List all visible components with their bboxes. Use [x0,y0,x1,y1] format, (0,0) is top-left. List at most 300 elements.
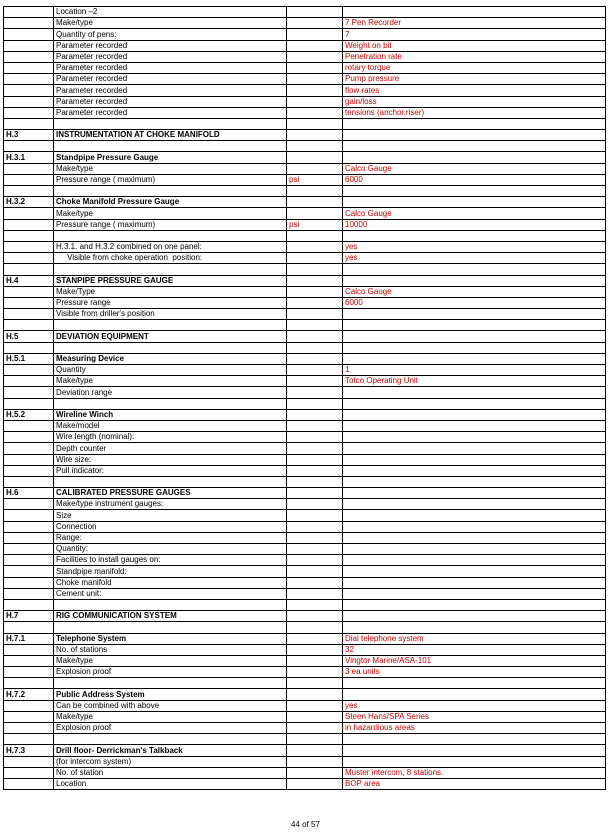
label-cell: H.3.1. and H.3.2 combined on one panel: [54,241,287,252]
spec-row [4,297,606,308]
section-number-cell [4,644,54,655]
label-cell: Wire length (nominal): [54,432,287,443]
section-header-row [4,275,606,286]
label-cell [54,734,287,745]
spec-row [4,644,606,655]
section-number-cell [4,555,54,566]
value-cell: Calco Gauge [343,163,606,174]
value-cell [343,130,606,141]
value-cell: 7 [343,29,606,40]
section-number-cell [4,599,54,610]
label-cell: Parameter recorded [54,107,287,118]
section-number-cell: H.7 [4,611,54,622]
value-cell [343,577,606,588]
section-number-cell [4,420,54,431]
section-number-cell: H.3.2 [4,197,54,208]
unit-cell [287,655,343,666]
value-cell: tensions (anchor,riser) [343,107,606,118]
value-cell: gain/loss [343,96,606,107]
unit-cell [287,700,343,711]
value-cell [343,409,606,420]
value-cell [343,588,606,599]
spec-row [4,566,606,577]
section-number-cell [4,566,54,577]
value-cell [343,510,606,521]
label-cell: Parameter recorded [54,96,287,107]
unit-cell [287,130,343,141]
unit-cell [287,286,343,297]
section-number-cell: H.3.1 [4,152,54,163]
section-number-cell [4,342,54,353]
section-number-cell [4,532,54,543]
unit-cell [287,409,343,420]
unit-cell [287,186,343,197]
label-cell: Choke manifold [54,577,287,588]
label-cell [54,118,287,129]
spec-row [4,40,606,51]
section-number-cell [4,320,54,331]
unit-cell [287,398,343,409]
blank-row [4,118,606,129]
value-cell [343,420,606,431]
unit-cell [287,29,343,40]
label-cell: Pull indicator: [54,465,287,476]
blank-row [4,678,606,689]
section-number-cell [4,29,54,40]
unit-cell [287,532,343,543]
unit-cell [287,275,343,286]
label-cell: Quantity: [54,544,287,555]
value-cell [343,611,606,622]
label-cell: Location [54,778,287,789]
label-cell: Connection [54,521,287,532]
value-cell [343,734,606,745]
value-cell [343,678,606,689]
value-cell: yes [343,241,606,252]
unit-cell [287,297,343,308]
label-cell: Public Address System [54,689,287,700]
section-number-cell: H.5 [4,331,54,342]
unit-cell [287,521,343,532]
section-number-cell [4,376,54,387]
value-cell: Calco Gauge [343,286,606,297]
spec-row [4,577,606,588]
section-number-cell [4,186,54,197]
unit-cell [287,152,343,163]
spec-row [4,74,606,85]
value-cell: 6000 [343,297,606,308]
value-cell [343,488,606,499]
label-cell [54,622,287,633]
section-header-row [4,488,606,499]
label-cell: Make/type [54,208,287,219]
value-cell [343,599,606,610]
label-cell: Cement unit: [54,588,287,599]
value-cell [343,331,606,342]
section-number-cell [4,174,54,185]
label-cell: Telephone System [54,633,287,644]
section-number-cell [4,767,54,778]
value-cell: 7 Pen Recorder [343,18,606,29]
label-cell: Facilities to install gauges on: [54,555,287,566]
label-cell: Make/model [54,420,287,431]
value-cell [343,476,606,487]
blank-row [4,186,606,197]
section-number-cell [4,365,54,376]
section-header-row [4,197,606,208]
spec-row [4,432,606,443]
unit-cell [287,74,343,85]
spec-row [4,62,606,73]
label-cell: Visible from driller's position [54,309,287,320]
unit-cell [287,365,343,376]
unit-cell: psi [287,174,343,185]
spec-row [4,96,606,107]
value-cell [343,264,606,275]
spec-row [4,107,606,118]
value-cell: Weight on bit [343,40,606,51]
spec-row [4,723,606,734]
section-number-cell [4,286,54,297]
section-number-cell [4,51,54,62]
spec-row [4,420,606,431]
value-cell: Vingtor Marine/ASA-101 [343,655,606,666]
value-cell [343,566,606,577]
value-cell: Dial telephone system [343,633,606,644]
label-cell: Visible from choke operation position: [54,253,287,264]
unit-cell [287,163,343,174]
value-cell [343,118,606,129]
unit-cell [287,51,343,62]
unit-cell [287,465,343,476]
unit-cell [287,778,343,789]
section-number-cell [4,96,54,107]
section-number-cell [4,734,54,745]
blank-row [4,622,606,633]
spec-row [4,443,606,454]
label-cell: INSTRUMENTATION AT CHOKE MANIFOLD [54,130,287,141]
spec-row [4,18,606,29]
value-cell: Calco Gauge [343,208,606,219]
spec-row [4,454,606,465]
section-number-cell [4,107,54,118]
label-cell: No. of station [54,767,287,778]
section-number-cell: H.5.2 [4,409,54,420]
section-number-cell [4,454,54,465]
section-number-cell: H.5.1 [4,353,54,364]
value-cell: 10000 [343,219,606,230]
spec-row [4,711,606,722]
label-cell: Pressure range [54,297,287,308]
spec-row [4,655,606,666]
spec-row [4,241,606,252]
value-cell [343,387,606,398]
spec-row [4,163,606,174]
section-number-cell [4,219,54,230]
unit-cell [287,241,343,252]
section-number-cell [4,667,54,678]
label-cell [54,141,287,152]
value-cell: 32 [343,644,606,655]
label-cell: Can be combined with above [54,700,287,711]
value-cell [343,398,606,409]
value-cell: Steen Hans/SPA Series [343,711,606,722]
section-header-row [4,633,606,644]
section-header-row [4,353,606,364]
label-cell: Make/type [54,711,287,722]
section-number-cell [4,309,54,320]
unit-cell [287,678,343,689]
label-cell: CALIBRATED PRESSURE GAUGES [54,488,287,499]
unit-cell [287,353,343,364]
unit-cell [287,118,343,129]
unit-cell [287,197,343,208]
value-cell: 6000 [343,174,606,185]
unit-cell [287,488,343,499]
value-cell [343,197,606,208]
unit-cell [287,734,343,745]
value-cell [343,555,606,566]
value-cell [343,320,606,331]
section-number-cell [4,253,54,264]
label-cell: Deviation range [54,387,287,398]
section-number-cell [4,588,54,599]
value-cell: flow rates [343,85,606,96]
unit-cell [287,387,343,398]
blank-row [4,476,606,487]
unit-cell [287,723,343,734]
section-number-cell [4,465,54,476]
spec-row [4,219,606,230]
label-cell: STANPIPE PRESSURE GAUGE [54,275,287,286]
value-cell: Penetration rate [343,51,606,62]
value-cell [343,230,606,241]
unit-cell [287,566,343,577]
unit-cell [287,599,343,610]
label-cell: Make/Type [54,286,287,297]
unit-cell: psi [287,219,343,230]
unit-cell [287,107,343,118]
blank-row [4,264,606,275]
spec-row [4,465,606,476]
spec-row [4,756,606,767]
section-number-cell [4,40,54,51]
unit-cell [287,689,343,700]
label-cell: Parameter recorded [54,62,287,73]
label-cell [54,320,287,331]
equipment-spec-table [3,6,606,790]
spec-row [4,365,606,376]
section-number-cell [4,432,54,443]
label-cell [54,230,287,241]
label-cell: Range: [54,532,287,543]
section-number-cell [4,163,54,174]
unit-cell [287,454,343,465]
value-cell [343,443,606,454]
unit-cell [287,767,343,778]
blank-row [4,398,606,409]
section-number-cell [4,778,54,789]
spec-row [4,85,606,96]
unit-cell [287,611,343,622]
section-number-cell [4,510,54,521]
unit-cell [287,711,343,722]
value-cell: in hazardious areas [343,723,606,734]
section-number-cell [4,521,54,532]
label-cell: Choke Manifold Pressure Gauge [54,197,287,208]
unit-cell [287,253,343,264]
section-number-cell [4,74,54,85]
spec-row [4,208,606,219]
spec-row [4,286,606,297]
spec-row [4,387,606,398]
value-cell [343,141,606,152]
blank-row [4,734,606,745]
section-number-cell [4,443,54,454]
label-cell: Standpipe Pressure Gauge [54,152,287,163]
label-cell: Pressure range ( maximum) [54,219,287,230]
label-cell [54,678,287,689]
value-cell [343,499,606,510]
unit-cell [287,141,343,152]
section-number-cell [4,230,54,241]
label-cell: Quantity of pens: [54,29,287,40]
value-cell [343,622,606,633]
unit-cell [287,644,343,655]
blank-row [4,141,606,152]
value-cell [343,544,606,555]
section-number-cell [4,756,54,767]
label-cell: Wireline Winch [54,409,287,420]
label-cell [54,599,287,610]
label-cell: RIG COMMUNICATION SYSTEM [54,611,287,622]
label-cell: Parameter recorded [54,40,287,51]
value-cell [343,465,606,476]
label-cell: Explosion proof [54,723,287,734]
value-cell [343,309,606,320]
unit-cell [287,544,343,555]
label-cell [54,476,287,487]
section-number-cell [4,387,54,398]
unit-cell [287,376,343,387]
section-number-cell [4,141,54,152]
section-number-cell [4,62,54,73]
unit-cell [287,18,343,29]
section-number-cell [4,85,54,96]
spec-row [4,532,606,543]
label-cell: Parameter recorded [54,51,287,62]
section-number-cell [4,577,54,588]
unit-cell [287,622,343,633]
value-cell: yes [343,253,606,264]
unit-cell [287,420,343,431]
unit-cell [287,96,343,107]
section-number-cell [4,723,54,734]
section-header-row [4,611,606,622]
label-cell: Make/type [54,655,287,666]
section-number-cell [4,7,54,18]
value-cell [343,342,606,353]
section-number-cell [4,678,54,689]
label-cell: Standpipe manifold: [54,566,287,577]
spec-row [4,499,606,510]
value-cell: 1 [343,365,606,376]
section-header-row [4,745,606,756]
value-cell [343,521,606,532]
spec-row [4,51,606,62]
unit-cell [287,510,343,521]
label-cell: Make/type [54,376,287,387]
spec-row [4,555,606,566]
section-number-cell: H.7.2 [4,689,54,700]
section-number-cell [4,700,54,711]
unit-cell [287,62,343,73]
section-number-cell [4,476,54,487]
label-cell: Parameter recorded [54,85,287,96]
section-number-cell [4,18,54,29]
value-cell [343,353,606,364]
label-cell [54,186,287,197]
label-cell: Parameter recorded [54,74,287,85]
value-cell [343,275,606,286]
label-cell: Location –2 [54,7,287,18]
unit-cell [287,40,343,51]
section-number-cell [4,208,54,219]
label-cell: DEVIATION EQUIPMENT [54,331,287,342]
spec-row [4,778,606,789]
label-cell: Depth counter [54,443,287,454]
section-number-cell: H.4 [4,275,54,286]
unit-cell [287,476,343,487]
unit-cell [287,756,343,767]
section-number-cell [4,544,54,555]
spec-row [4,29,606,40]
unit-cell [287,667,343,678]
label-cell: Wire size: [54,454,287,465]
spec-row [4,376,606,387]
spec-row [4,588,606,599]
value-cell [343,689,606,700]
unit-cell [287,309,343,320]
section-number-cell [4,655,54,666]
unit-cell [287,331,343,342]
label-cell: Measuring Device [54,353,287,364]
value-cell [343,432,606,443]
value-cell [343,756,606,767]
section-number-cell [4,398,54,409]
spec-row [4,700,606,711]
section-number-cell [4,118,54,129]
section-number-cell [4,499,54,510]
value-cell [343,454,606,465]
unit-cell [287,499,343,510]
label-cell: Make/type [54,163,287,174]
page-number: 44 of 57 [291,820,320,829]
unit-cell [287,443,343,454]
spec-row [4,667,606,678]
section-number-cell [4,711,54,722]
unit-cell [287,7,343,18]
blank-row [4,230,606,241]
unit-cell [287,555,343,566]
label-cell: Drill floor- Derrickman's Talkback [54,745,287,756]
value-cell [343,745,606,756]
value-cell: BOP area [343,778,606,789]
unit-cell [287,320,343,331]
section-number-cell [4,297,54,308]
section-header-row [4,409,606,420]
spec-row [4,253,606,264]
